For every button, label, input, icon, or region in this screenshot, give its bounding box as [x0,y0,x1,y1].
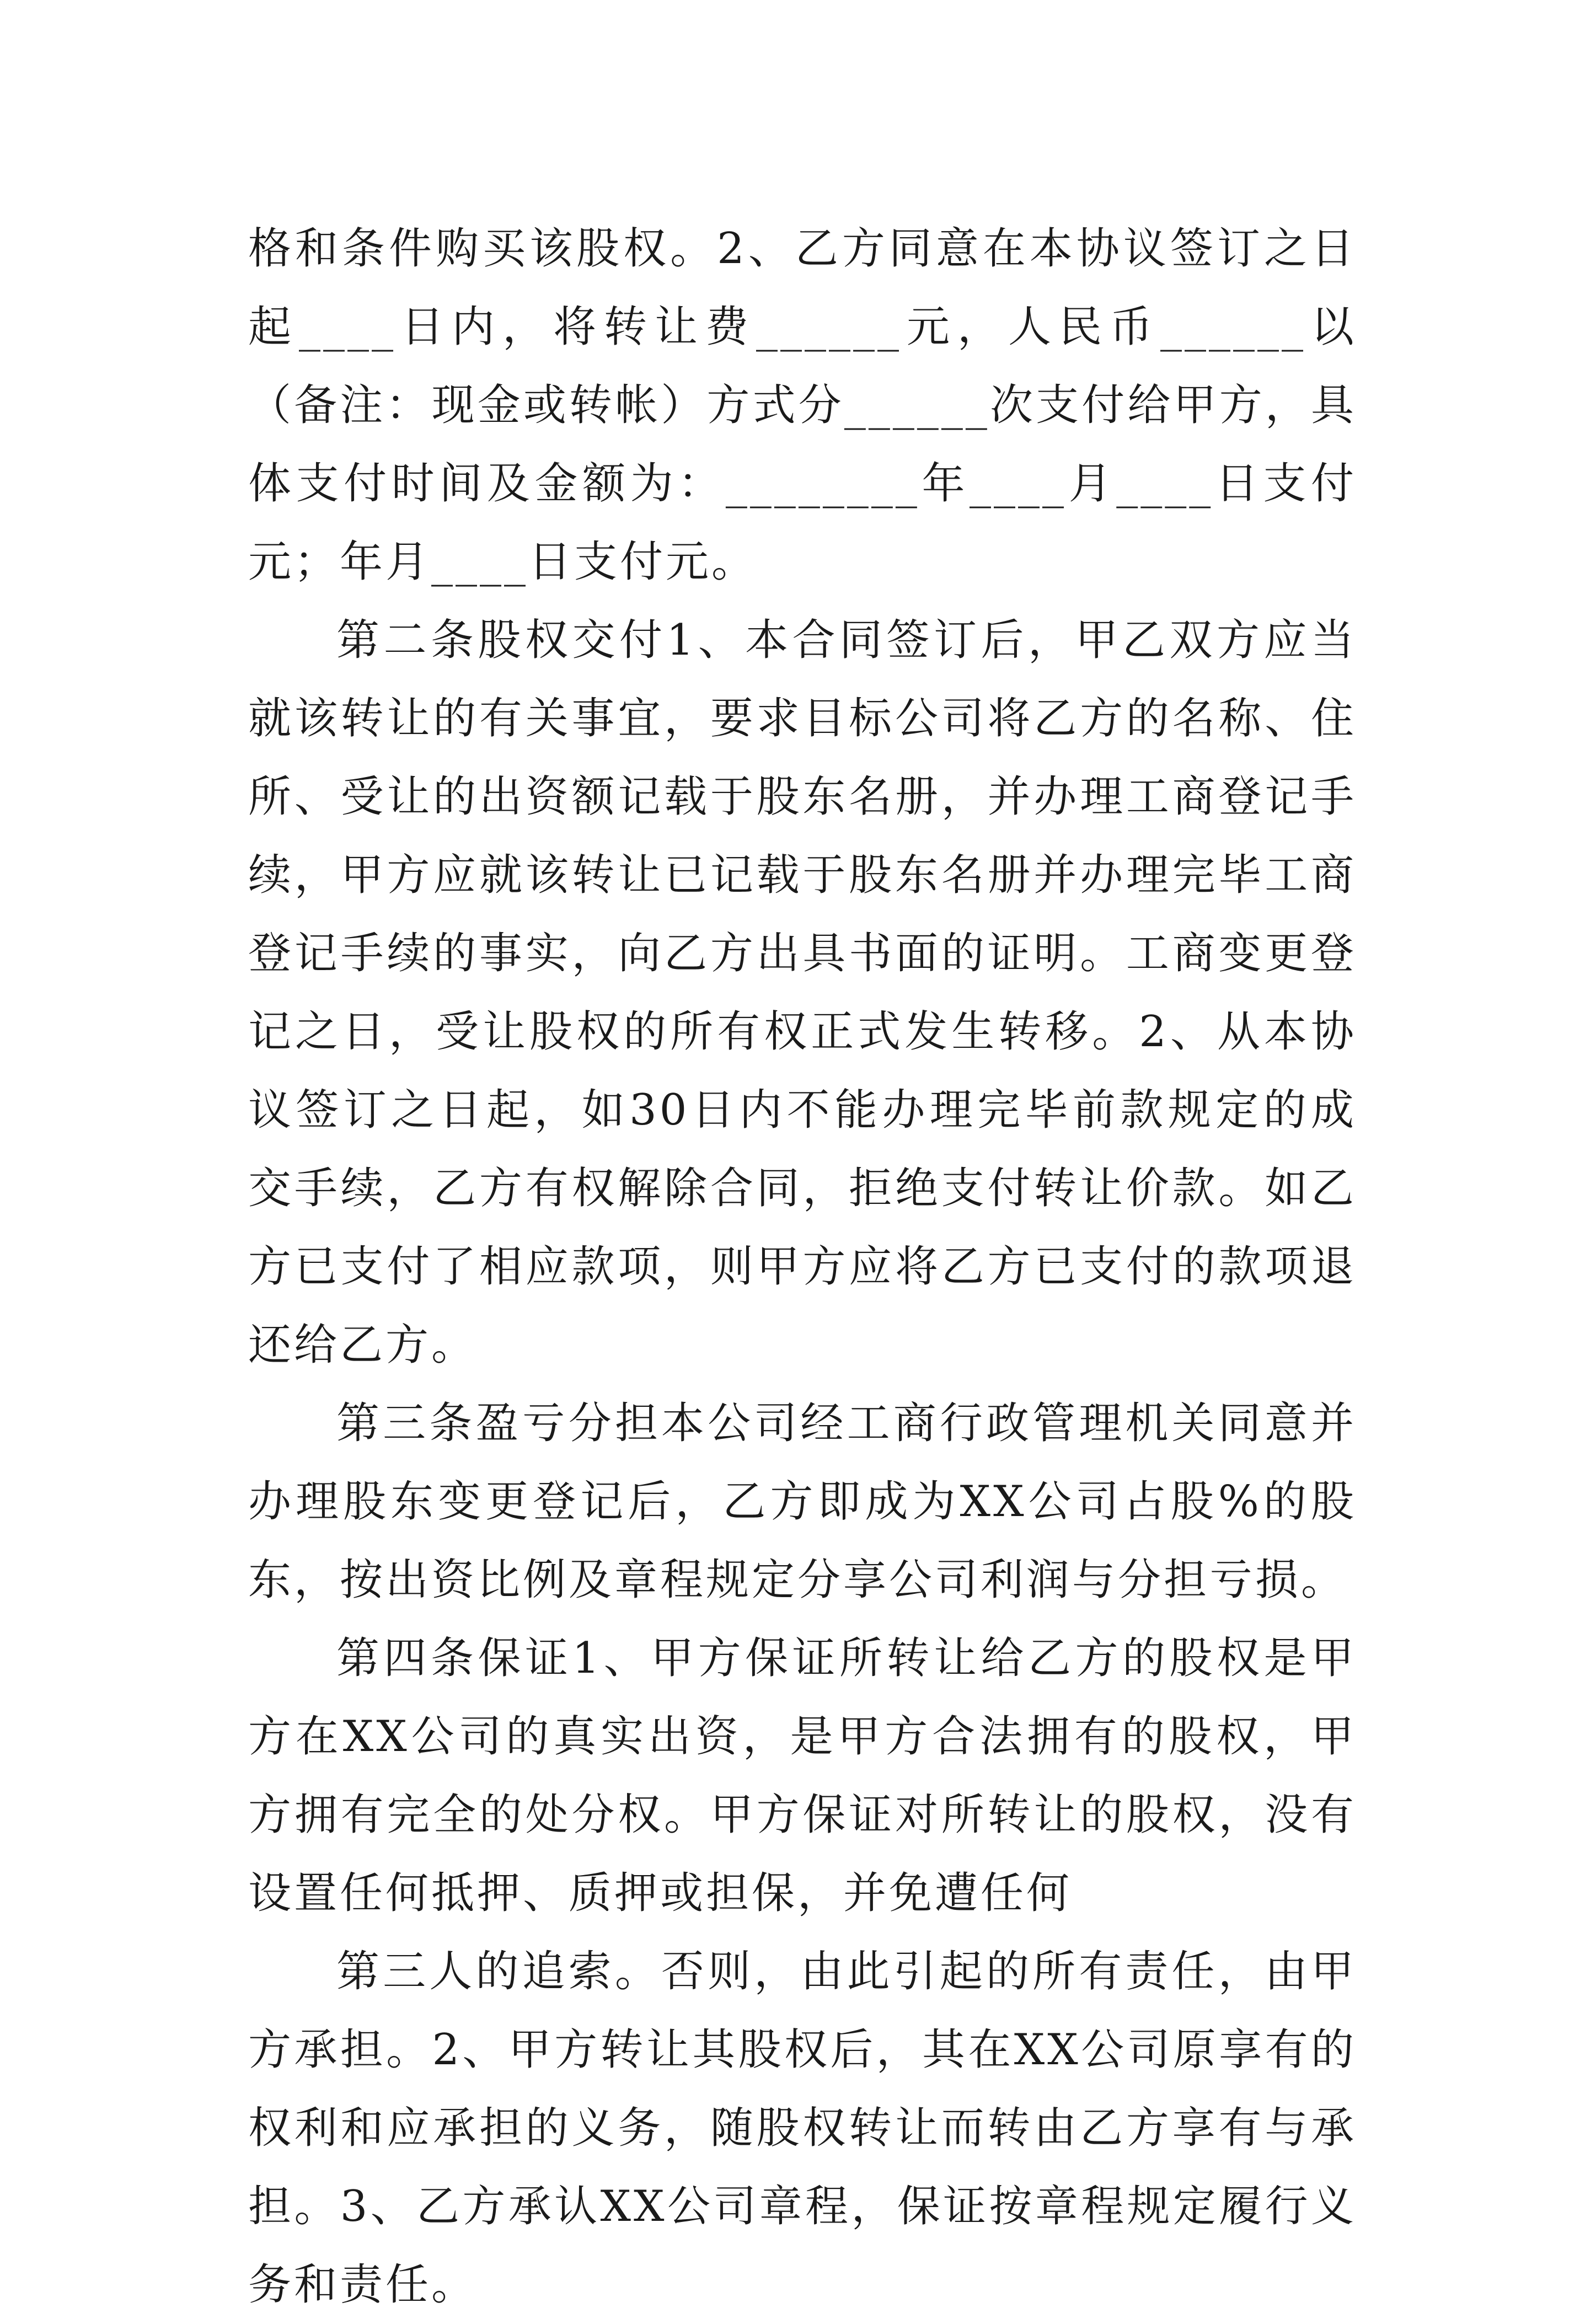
paragraph-payment-terms: 格和条件购买该股权。2、乙方同意在本协议签订之日起____日内，将转让费______元，人民币______以（备注：现金或转帐）方式分______次支付给甲方，具体支付时间及金额为：________年____月____日支付元；年月____日支付元。 [248,224,1357,587]
paragraph-third-party-claims: 第三人的追索。否则，由此引起的所有责任，由甲方承担。2、甲方转让其股权后，其在XX公司原享有的权利和应承担的义务，随股权转让而转由乙方享有与承担。3、乙方承认XX公司章程，保证按章程规定履行义务和责任。 [248,1947,1357,2310]
document-body [248,210,1357,2324]
paragraph-article-2-equity-delivery: 第二条股权交付1、本合同签订后，甲乙双方应当就该转让的有关事宜，要求目标公司将乙方的名称、住所、受让的出资额记载于股东名册，并办理工商登记手续，甲方应就该转让已记载于股东名册并办理完毕工商登记手续的事实，向乙方出具书面的证明。工商变更登记之日，受让股权的所有权正式发生转移。2、从本协议签订之日起，如30日内不能办理完毕前款规定的成交手续，乙方有权解除合同，拒绝支付转让价款。如乙方已支付了相应款项，则甲方应将乙方已支付的款项退还给乙方。 [248,615,1357,1370]
paragraph-article-4-guarantee: 第四条保证1、甲方保证所转让给乙方的股权是甲方在XX公司的真实出资，是甲方合法拥有的股权，甲方拥有完全的处分权。甲方保证对所转让的股权，没有设置任何抵押、质押或担保，并免遭任何 [248,1634,1357,1918]
paragraph-article-3-profit-loss: 第三条盈亏分担本公司经工商行政管理机关同意并办理股东变更登记后，乙方即成为XX公司占股%的股东，按出资比例及章程规定分享公司利润与分担亏损。 [248,1399,1357,1605]
